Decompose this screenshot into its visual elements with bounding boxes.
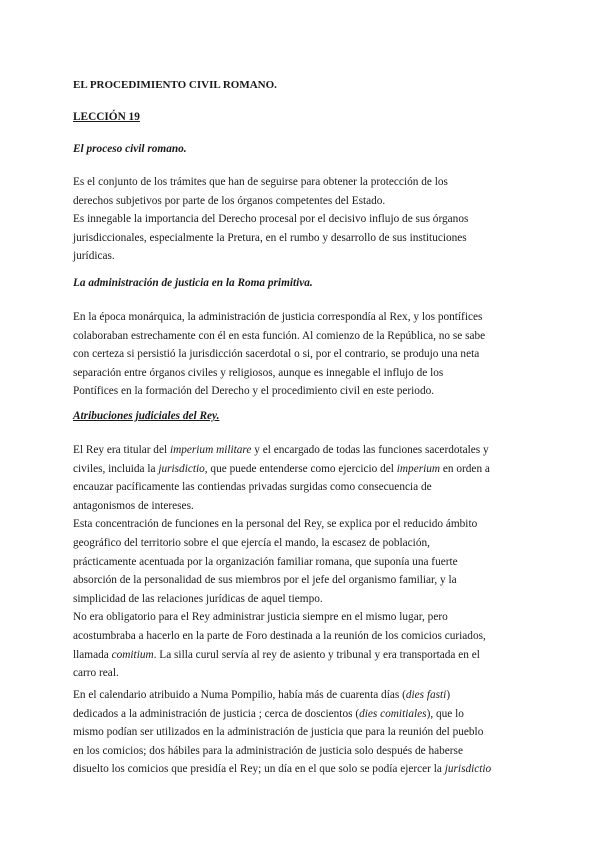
paragraph-definition: Es el conjunto de los trámites que han de seguirse para obtener la protección de los derechos subjetivos por parte de los órganos competentes del Estado. Es innegable la importancia del Derecho procesal por el decisivo influjo de sus órganos jurisdiccionales, especialmente la Pretura, en el rumbo y desarrollo de sus instituciones jurídicas. [73, 176, 469, 263]
section-heading-atribuciones: Atribuciones judiciales del Rey. [73, 410, 220, 422]
section-heading-proceso: El proceso civil romano. [73, 143, 187, 155]
paragraph-epoca-monarquica: En la época monárquica, la administración de justicia correspondía al Rex, y los pontífices colaboraban estrechamente con él en esta función. Al comienzo de la República, no se sabe con certeza si persistió la jurisdicción sacerdotal o si, por el contrario, se produjo una neta separación entre órganos civiles y religiosos, aunque es innegable el influjo de los Pontífices en la formación del Derecho y el procedimiento civil en este periodo. [73, 311, 486, 398]
section-heading-roma-primitiva: La administración de justicia en la Roma primitiva. [73, 277, 313, 289]
lesson-heading: LECCIÓN 19 [73, 111, 140, 123]
paragraph-atribuciones: El Rey era titular del imperium militare y el encargado de todas las funciones sacerdotales y civiles, incluida la jurisdictio, que puede entenderse como ejercicio del imperium en orden a encauzar pacíficamente las contiendas privadas surgidas como consecuencia de antagonismos de intereses. Esta concentración de funciones en la personal del Rey, se explica por el reducido ámbito geográfico del territorio sobre el que ejercía el mando, la escasez de población, prácticamente acentuada por la organización familiar romana, que suponía una fuerte absorción de la personalidad de sus miembros por el jefe del organismo familiar, y la simplicidad de las relaciones jurídicas de aquel tiempo. No era obligatorio para el Rey administrar justicia siempre en el mismo lugar, pero acostumbraba a hacerlo en la parte de Foro destinada a la reunión de los comicios curiados, llamada comitium. La silla curul servía al rey de asiento y tribunal y era transportada en el carro real. [73, 444, 490, 680]
document-title: EL PROCEDIMIENTO CIVIL ROMANO. [73, 79, 277, 91]
paragraph-calendario: En el calendario atribuido a Numa Pompilio, había más de cuarenta días (dies fasti) dedicados a la administración de justicia ; cerca de doscientos (dies comitiales), que lo mismo podían ser utilizados en la administración de justicia que para la reunión del pueblo en los comicios; dos hábiles para la administración de justicia solo después de haberse disuelto los comicios que presidía el Rey; un día en el que solo se podía ejercer la jurisdictio [73, 689, 492, 776]
